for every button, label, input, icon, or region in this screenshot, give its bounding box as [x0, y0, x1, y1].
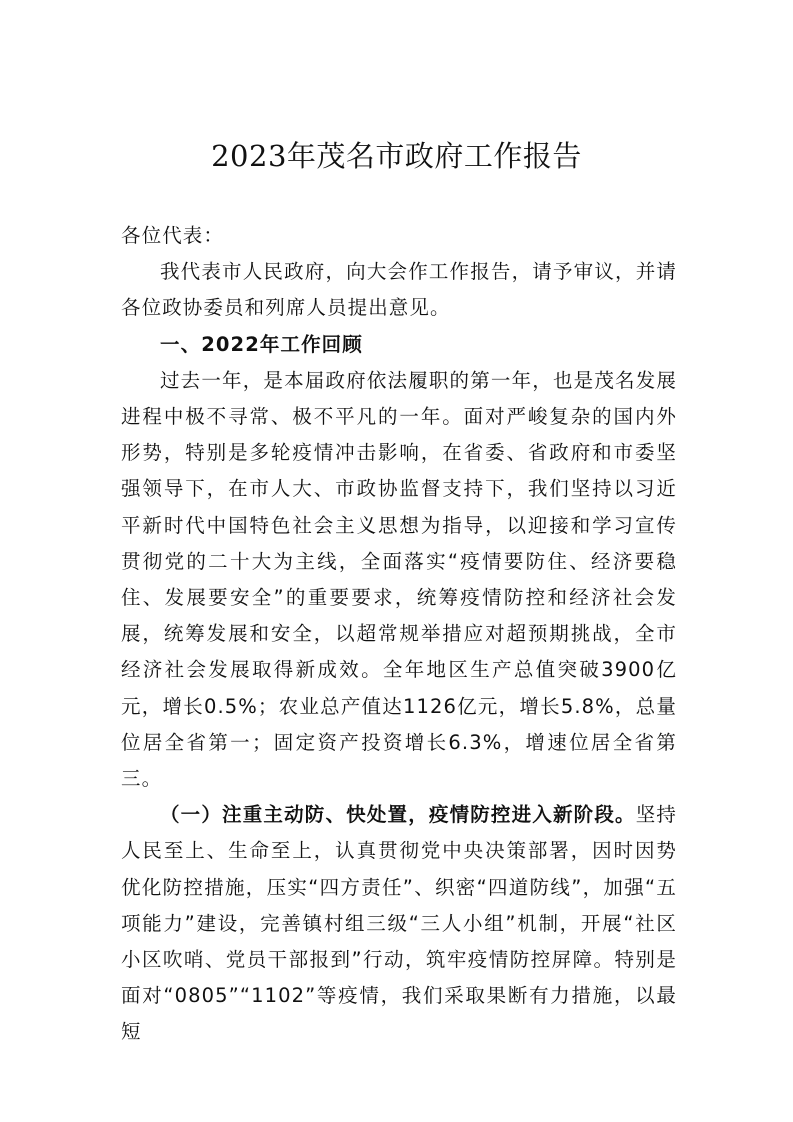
paragraph-lead: （一）注重主动防、快处置，疫情防控进入新阶段。	[160, 803, 636, 827]
review-paragraph: 过去一年，是本届政府依法履职的第一年，也是茂名发展进程中极不寻常、极不平凡的一年。面对严峻复杂的国内外形势，特别是多轮疫情冲击影响，在省委、省政府和市委坚强领导下，在市人大、市政协监督支持下，我们坚持以习近平新时代中国特色社会主义思想为指导，以迎接和学习宣传贯彻党的二十大为主线，全面落实“疫情要防住、经济要稳住、发展要安全”的重要要求，统筹疫情防控和经济社会发展，统筹发展和安全，以超常规举措应对超预期挑战，全市经济社会发展取得新成效。全年地区生产总值突破3900亿元，增长0.5%；农业总产值达1126亿元，增长5.8%，总量位居全省第一；固定资产投资增长6.3%，增速位居全省第三。	[121, 368, 677, 791]
epidemic-paragraph	[121, 797, 677, 1050]
document-body	[121, 218, 677, 1051]
intro-paragraph: 我代表市人民政府，向大会作工作报告，请予审议，并请各位政协委员和列席人员提出意见。	[121, 260, 677, 320]
document-title: 2023年茂名市政府工作报告	[211, 139, 582, 173]
salutation: 各位代表：	[121, 224, 225, 247]
section-heading: 一、2022年工作回顾	[160, 332, 363, 356]
paragraph-body: 坚持人民至上、生命至上，认真贯彻党中央决策部署，因时因势优化防控措施，压实“四方责任”、织密“四道防线”，加强“五项能力”建设，完善镇村组三级“三人小组”机制，开展“社区小区吹哨、党员干部报到”行动，筑牢疫情防控屏障。特别是面对“0805”“1102”等疫情，我们采取果断有力措施，以最短	[121, 803, 677, 1044]
